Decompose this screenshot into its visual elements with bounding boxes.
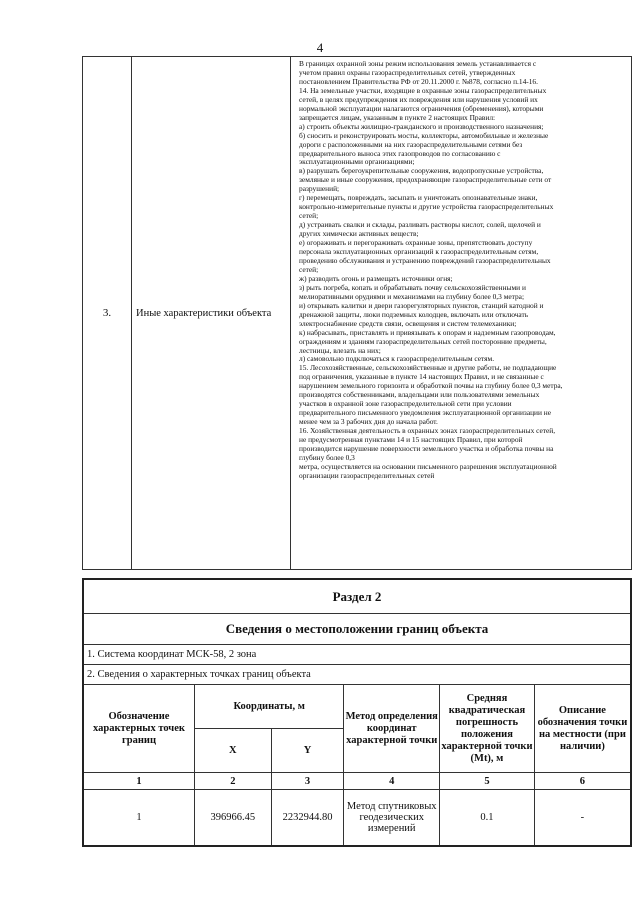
text-line: з) рыть погреба, копать и обрабатывать почву сельскохозяйственными и	[299, 283, 526, 292]
header-x: X	[194, 729, 271, 773]
column-number: 2	[194, 773, 271, 790]
point-method: Метод спутниковых геодезических измерений	[344, 790, 440, 846]
text-line: г) перемещать, повреждать, засыпать и уничтожать опознавательные знаки,	[299, 194, 538, 203]
column-number: 3	[271, 773, 344, 790]
text-line: разрушений;	[299, 185, 340, 194]
text-line: к) набрасывать, приставлять и привязывать к опорам и надземным газопроводам,	[299, 328, 556, 337]
text-line: персонала эксплуатационных организаций к газораспределительным сетям,	[299, 248, 539, 257]
text-line: предварительного выноса этих газопроводов по согласованию с	[299, 149, 501, 158]
text-line: глубину более 0,3	[299, 453, 355, 462]
text-line: земляные и иные сооружения, предохраняющие газораспределительные сети от	[299, 176, 552, 185]
text-line: а) строить объекты жилищно-гражданского и производственного назначения;	[299, 122, 544, 131]
point-x: 396966.45	[194, 790, 271, 846]
text-line: менее чем за 3 рабочих дня до начала работ.	[299, 418, 438, 427]
column-number: 5	[440, 773, 535, 790]
table-row	[83, 790, 631, 846]
text-line: не предусмотренная пунктами 14 и 15 настоящих Правил, при которой	[299, 436, 523, 445]
text-line: 14. На земельные участки, входящие в охранные зоны газораспределительных	[299, 86, 547, 95]
text-line: электроснабжение средств связи, освещения и систем телемеханики;	[299, 319, 517, 328]
header-method: Метод определения координат характерной точки	[344, 685, 440, 773]
text-line: и) открывать калитки и двери газорегуляторных пунктов, станций катодной и	[299, 301, 544, 310]
text-line: дороги с расположенными на них газораспределительными сетями без	[299, 140, 523, 149]
page-number: 4	[316, 40, 324, 55]
text-line: учетом правил охраны газораспределительных сетей, утвержденных	[299, 68, 516, 77]
text-line: б) сносить и реконструировать мосты, коллекторы, автомобильные и железные	[299, 131, 549, 140]
text-line: эксплуатационными организациями;	[299, 158, 415, 167]
text-line: е) огораживать и перегораживать охранные зоны, препятствовать доступу	[299, 239, 533, 248]
text-line: метра, осуществляется на основании письменного разрешения эксплуатационной	[299, 462, 557, 471]
coord-system: 1. Система координат МСК-58, 2 зона	[83, 645, 631, 665]
text-line: под ограничения, указанные в пункте 14 настоящих Правил, и не связанные с	[299, 373, 544, 382]
text-line: сетей;	[299, 212, 319, 221]
header-designation: Обозначение характерных точек границ	[83, 685, 194, 773]
restrictions-lines	[299, 60, 627, 481]
text-line: л) самовольно подключаться к газораспределительным сетям.	[299, 355, 495, 364]
text-line: 16. Хозяйственная деятельность в охранных зонах газораспределительных сетей,	[299, 427, 556, 436]
text-line: мелиоративными орудиями и механизмами на глубину более 0,3 метра;	[299, 292, 525, 301]
text-line: В границах охранной зоны режим использования земель устанавливается с	[299, 60, 537, 68]
header-accuracy: Средняя квадратическая погрешность положения характерной точки (Mt), м	[440, 685, 535, 773]
text-line: 15. Лесохозяйственные, сельскохозяйственные и другие работы, не подпадающие	[299, 364, 557, 373]
point-y: 2232944.80	[271, 790, 344, 846]
text-line: производятся собственниками, владельцами или пользователями земельных	[299, 391, 540, 400]
header-coordinates: Координаты, м	[194, 685, 343, 729]
text-line: проведению обслуживания и устранению повреждений газораспределительных	[299, 256, 551, 265]
table-row	[83, 57, 632, 570]
points-heading: 2. Сведения о характерных точках границ объекта	[83, 665, 631, 685]
point-accuracy: 0.1	[440, 790, 535, 846]
row-name: Иные характеристики объекта	[132, 57, 291, 570]
text-line: предварительного письменного уведомления эксплуатационной организации не	[299, 409, 552, 418]
section-subtitle: Сведения о местоположении границ объекта	[83, 614, 631, 645]
text-line: запрещается лицам, указанным в пункте 2 настоящих Правил:	[299, 113, 496, 122]
text-line: в) разрушать берегоукрепительные сооружения, водопропускные устройства,	[299, 167, 544, 176]
text-line: постановлением Правительства РФ от 20.11.2000 г. №878, согласно п.14-16.	[299, 77, 538, 86]
text-line: сетей, в целях предупреждения их повреждения или нарушения условий их	[299, 95, 538, 104]
section2-table	[82, 578, 632, 847]
text-line: нормальной эксплуатации налагаются ограничения (обременения), которыми	[299, 104, 544, 113]
text-line: нарушением земельного горизонта и обработкой почвы на глубину более 0,3 метра,	[299, 382, 563, 391]
text-line: дренажной защиты, люки подземных колодцев, включать или отключать	[299, 310, 529, 319]
text-line: ж) разводить огонь и размещать источники огня;	[299, 274, 453, 283]
text-line: производится нарушение поверхности земельного участка и обработка почвы на	[299, 444, 554, 453]
text-line: ограждениям и зданиям газораспределительных сетей посторонние предметы,	[299, 337, 547, 346]
text-line: лестницы, влезать на них;	[299, 346, 381, 355]
text-line: участков в охранной зоне газораспределительной сети при условии	[299, 400, 512, 409]
text-line: организации газораспределительных сетей	[299, 471, 435, 480]
text-line: д) устраивать свалки и склады, разливать растворы кислот, солей, щелочей и	[299, 221, 541, 230]
characteristics-table	[82, 56, 632, 570]
column-number: 6	[534, 773, 631, 790]
point-id: 1	[83, 790, 194, 846]
column-number: 1	[83, 773, 194, 790]
restrictions-text	[291, 57, 632, 570]
column-number: 4	[344, 773, 440, 790]
section-title: Раздел 2	[83, 579, 631, 614]
text-line: других химически активных веществ;	[299, 230, 419, 239]
text-line: контрольно-измерительные пункты и другие устройства газораспределительных	[299, 203, 554, 212]
text-line: сетей;	[299, 265, 319, 274]
row-number: 3.	[83, 57, 132, 570]
header-y: Y	[271, 729, 344, 773]
header-description: Описание обозначения точки на местности (при наличии)	[534, 685, 631, 773]
point-description: -	[534, 790, 631, 846]
